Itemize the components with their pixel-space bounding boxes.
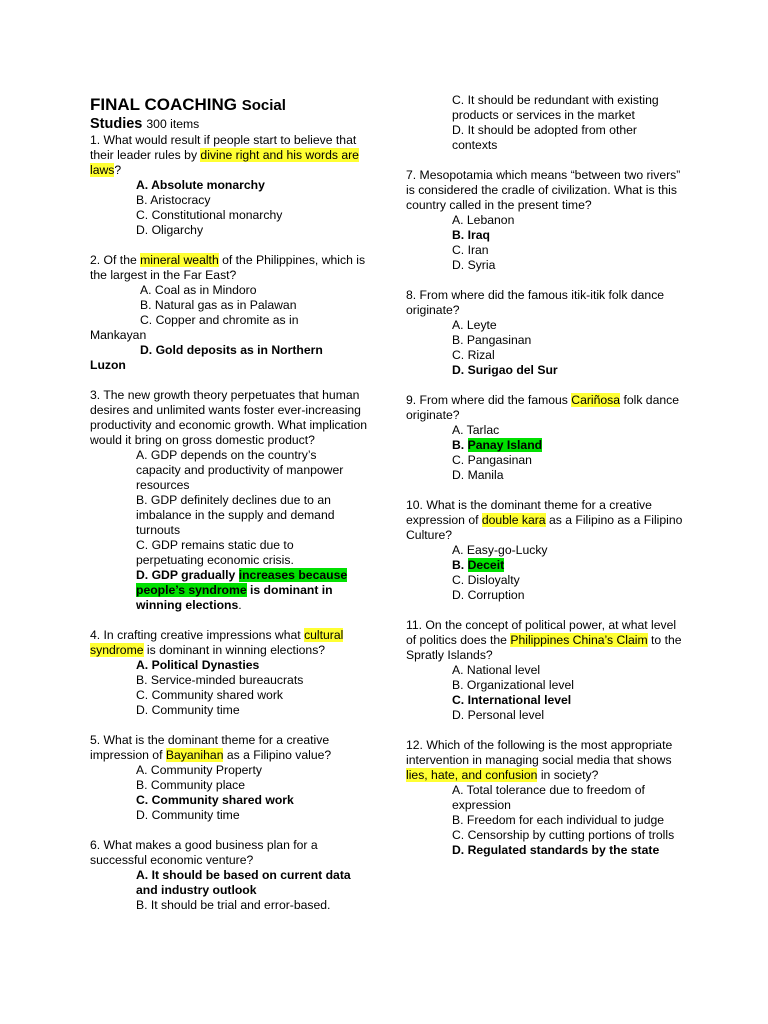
option: C. Rizal	[452, 348, 495, 362]
option: D. Community time	[136, 808, 240, 822]
option: Mankayan	[90, 328, 147, 342]
option-answer: B. Deceit	[452, 558, 505, 572]
question-7-options	[406, 213, 688, 273]
question-5: 5. What is the dominant theme for a creative impression of Bayanihan as a Filipino value?	[90, 733, 332, 762]
question-1: 1. What would result if people start to believe that their leader rules by divine right and his words are laws?	[90, 133, 359, 177]
question-3-options	[90, 448, 356, 613]
option: C. GDP remains static due to perpetuating economic crisis.	[136, 538, 294, 567]
option: C. Constitutional monarchy	[136, 208, 283, 222]
option: A. Easy-go-Lucky	[452, 543, 548, 557]
option: D. It should be adopted from other contexts	[452, 123, 637, 152]
highlight: Cariñosa	[571, 393, 621, 407]
option: A. Total tolerance due to freedom of expression	[452, 783, 645, 812]
option: D. Personal level	[452, 708, 545, 722]
question-8-options	[406, 318, 688, 378]
right-column	[406, 93, 688, 858]
highlight: cultural syndrome	[90, 628, 344, 657]
option-answer: A. It should be based on current data and industry outlook	[136, 868, 351, 897]
option-answer: D. Gold deposits as in Northern	[140, 343, 323, 357]
option: B. It should be trial and error-based.	[136, 898, 331, 912]
question-12-options	[406, 783, 688, 858]
question-4-options	[90, 658, 372, 718]
option: D. Community time	[136, 703, 240, 717]
option: B. Community place	[136, 778, 246, 792]
question-1-options	[90, 178, 372, 238]
option: C. Disloyalty	[452, 573, 520, 587]
option: B. GDP definitely declines due to an imbalance in the supply and demand turnouts	[136, 493, 335, 537]
question-6-options-cont	[406, 93, 682, 153]
option-answer: D. Regulated standards by the state	[452, 843, 660, 857]
option: B. Natural gas as in Palawan	[140, 298, 297, 312]
document-subtitle: Studies 300 items	[90, 116, 200, 132]
question-11: 11. On the concept of political power, at what level of politics does the Philippines China’s Claim to the Spratly Islands?	[406, 618, 682, 662]
option: B. Pangasinan	[452, 333, 532, 347]
option: C. Censorship by cutting portions of trolls	[452, 828, 675, 842]
option: B. Organizational level	[452, 678, 574, 692]
option-answer: A. Absolute monarchy	[136, 178, 265, 192]
option: D. Syria	[452, 258, 496, 272]
highlight: mineral wealth	[140, 253, 219, 267]
option-answer: C. International level	[452, 693, 572, 707]
option: B. Freedom for each individual to judge	[452, 813, 665, 827]
question-6-options	[90, 868, 366, 913]
option-answer: A. Political Dynasties	[136, 658, 260, 672]
highlight: Panay Island	[467, 438, 543, 452]
highlight: divine right and his words are laws	[90, 148, 359, 177]
option-answer: B. Iraq	[452, 228, 490, 242]
option-answer: D. Surigao del Sur	[452, 363, 558, 377]
option-answer: C. Community shared work	[136, 793, 294, 807]
option: B. Service-minded bureaucrats	[136, 673, 304, 687]
highlight: increases because people’s syndrome	[136, 568, 348, 597]
question-9-options	[406, 423, 688, 483]
option: A. Leyte	[452, 318, 497, 332]
highlight: Bayanihan	[165, 748, 224, 762]
option: A. Community Property	[136, 763, 262, 777]
question-4: 4. In crafting creative impressions what cultural syndrome is dominant in winning elections?	[90, 628, 344, 657]
option: B. Aristocracy	[136, 193, 211, 207]
option: A. National level	[452, 663, 541, 677]
question-5-options	[90, 763, 372, 823]
option: D. Manila	[452, 468, 504, 482]
option: C. It should be redundant with existing products or services in the market	[452, 93, 659, 122]
option-answer: Luzon	[90, 358, 126, 372]
option: D. Oligarchy	[136, 223, 204, 237]
question-11-options	[406, 663, 688, 723]
question-9: 9. From where did the famous Cariñosa folk dance originate?	[406, 393, 680, 422]
option: D. Corruption	[452, 588, 525, 602]
question-10-options	[406, 543, 688, 603]
option: C. Iran	[452, 243, 489, 257]
option-answer: B. Panay Island	[452, 438, 543, 452]
highlight: Philippines China’s Claim	[510, 633, 648, 647]
question-3: 3. The new growth theory perpetuates that human desires and unlimited wants foster ever-increasing productivity and economic growth. What implication would it bring on gross domestic product?	[90, 388, 368, 447]
option: C. Community shared work	[136, 688, 283, 702]
highlight: double kara	[481, 513, 546, 527]
question-6: 6. What makes a good business plan for a successful economic venture?	[90, 838, 318, 867]
option: A. Coal as in Mindoro	[140, 283, 257, 297]
left-column	[90, 0, 372, 913]
question-12: 12. Which of the following is the most appropriate intervention in managing social media that shows lies, hate, and confusion in society?	[406, 738, 673, 782]
option: A. Tarlac	[452, 423, 500, 437]
document-title: FINAL COACHING Social	[90, 95, 286, 114]
highlight: lies, hate, and confusion	[406, 768, 538, 782]
option: C. Copper and chromite as in	[140, 313, 299, 327]
question-10: 10. What is the dominant theme for a creative expression of double kara as a Filipino as a Filipino Culture?	[406, 498, 683, 542]
question-2-options	[90, 283, 372, 373]
question-7: 7. Mesopotamia which means “between two rivers” is considered the cradle of civilization. What is this country called in the present time?	[406, 168, 681, 212]
option: C. Pangasinan	[452, 453, 532, 467]
question-2: 2. Of the mineral wealth of the Philippines, which is the largest in the Far East?	[90, 253, 366, 282]
question-8: 8. From where did the famous itik-itik folk dance originate?	[406, 288, 665, 317]
option-answer: D. GDP gradually increases because people’s syndrome is dominant in winning elections.	[136, 568, 348, 612]
highlight: Deceit	[467, 558, 505, 572]
option: A. GDP depends on the country’s capacity and productivity of manpower resources	[136, 448, 344, 492]
option: A. Lebanon	[452, 213, 515, 227]
